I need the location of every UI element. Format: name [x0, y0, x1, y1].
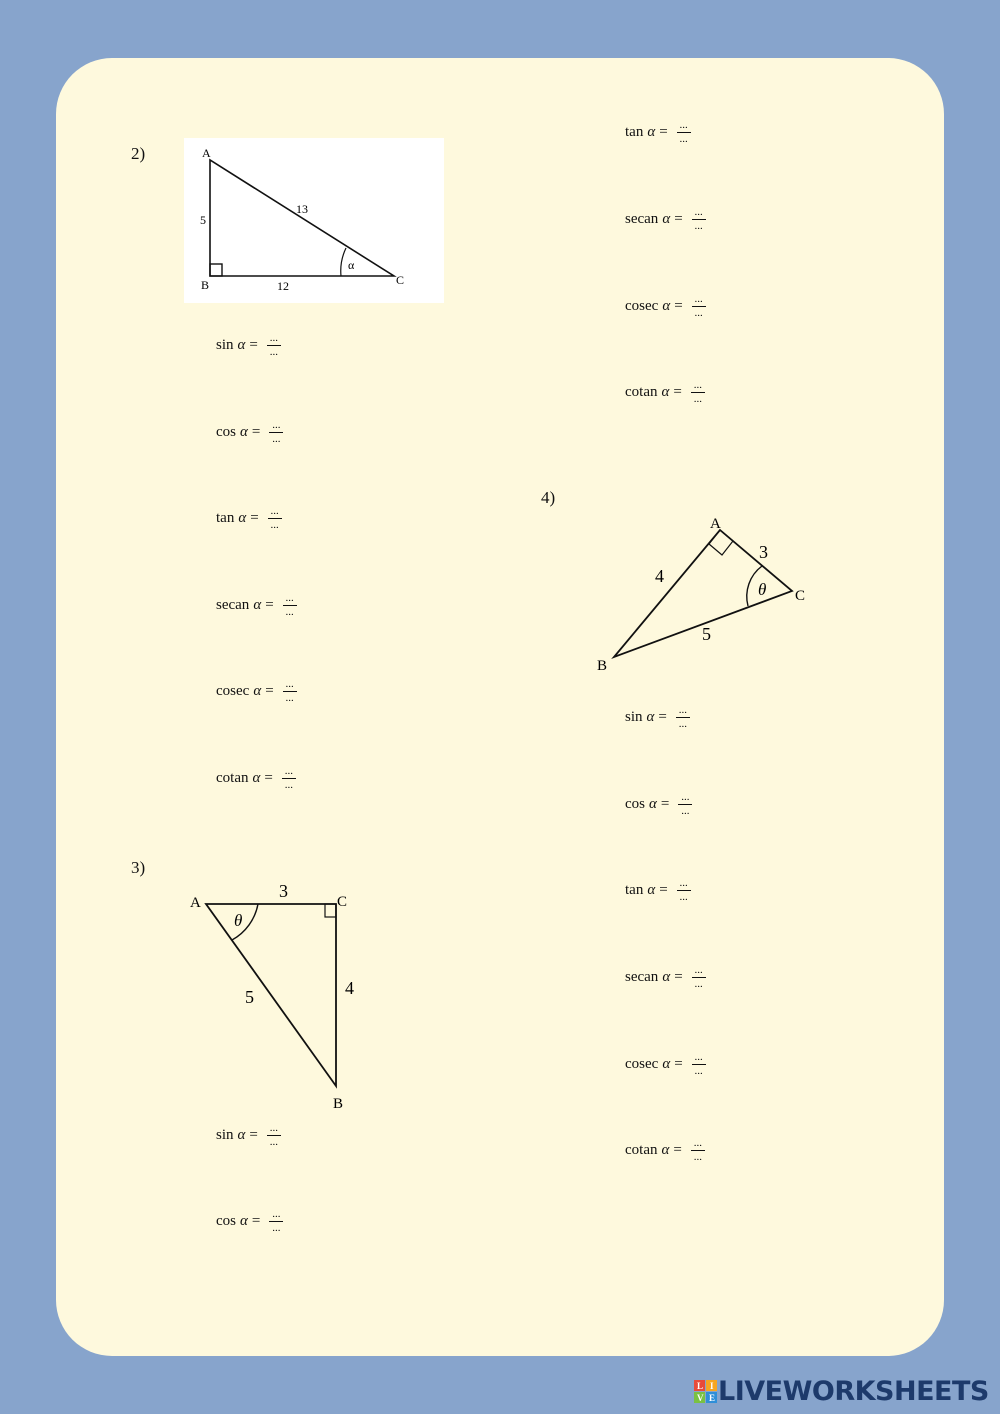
- variable: α: [649, 795, 657, 812]
- numerator-input[interactable]: [265, 333, 283, 344]
- variable: α: [237, 1126, 246, 1143]
- variable: α: [662, 297, 671, 314]
- fraction-bar: [692, 219, 706, 220]
- equals-sign: =: [674, 968, 683, 985]
- numerator-input[interactable]: [674, 705, 692, 716]
- svg-text:I: I: [710, 1380, 714, 1391]
- variable: α: [240, 423, 248, 440]
- function-name: secan: [216, 596, 250, 613]
- function-name: cos: [216, 1212, 236, 1229]
- denominator-input[interactable]: [689, 394, 707, 405]
- cos-row-p3: [216, 1204, 285, 1238]
- denominator-input[interactable]: [690, 979, 708, 990]
- fraction-bar: [282, 778, 296, 779]
- equals-sign: =: [249, 336, 258, 353]
- fraction-bar: [676, 717, 690, 718]
- denominator-input[interactable]: [675, 892, 693, 903]
- denominator-input[interactable]: [689, 1152, 707, 1163]
- answer-fraction: [674, 705, 692, 730]
- equals-sign: =: [659, 123, 668, 140]
- fraction-bar: [678, 804, 692, 805]
- denominator-input[interactable]: [674, 719, 692, 730]
- variable: α: [238, 509, 247, 526]
- fraction-bar: [283, 691, 297, 692]
- numerator-input[interactable]: [280, 766, 298, 777]
- fraction-bar: [692, 977, 706, 978]
- triangle-figure-3: [184, 876, 374, 1116]
- figure-background: [184, 138, 444, 303]
- fraction-bar: [692, 1064, 706, 1065]
- denominator-input[interactable]: [690, 308, 708, 319]
- cos-row-p2: [216, 415, 285, 449]
- function-name: secan: [625, 210, 659, 227]
- sin-row-p3: [216, 1118, 283, 1152]
- cosec-row-p3: [625, 289, 708, 323]
- variable: α: [662, 968, 671, 985]
- numerator-input[interactable]: [689, 1138, 707, 1149]
- triangle-3: [206, 904, 336, 1086]
- vertex-b-label: B: [597, 658, 608, 674]
- numerator-input[interactable]: [267, 420, 285, 431]
- numerator-input[interactable]: [689, 380, 707, 391]
- side-ac-label: 13: [296, 202, 308, 216]
- answer-fraction: [267, 1209, 285, 1234]
- numerator-input[interactable]: [675, 878, 693, 889]
- variable: α: [646, 708, 655, 725]
- variable: α: [661, 383, 670, 400]
- numerator-input[interactable]: [690, 965, 708, 976]
- equals-sign: =: [251, 1212, 261, 1229]
- cosec-row-p4: [625, 1047, 708, 1081]
- function-name: cotan: [216, 769, 249, 786]
- side-ab-label: 4: [655, 566, 664, 586]
- side-bc-label: 5: [702, 624, 711, 644]
- variable: α: [252, 769, 261, 786]
- answer-fraction: [265, 1123, 283, 1148]
- function-name: cos: [216, 423, 236, 440]
- numerator-input[interactable]: [690, 294, 708, 305]
- answer-fraction: [675, 878, 693, 903]
- side-cb-label: 4: [345, 978, 354, 998]
- equals-sign: =: [673, 1141, 682, 1158]
- variable: α: [253, 596, 262, 613]
- vertex-a-label: A: [202, 146, 211, 160]
- fraction-bar: [283, 605, 297, 606]
- denominator-input[interactable]: [676, 806, 694, 817]
- equals-sign: =: [264, 769, 273, 786]
- sin-row-p4: [625, 700, 692, 734]
- right-angle-marker: [709, 530, 733, 555]
- variable: α: [661, 1141, 670, 1158]
- variable: α: [662, 210, 671, 227]
- logo-text: LIVEWORKSHEETS: [718, 1376, 989, 1407]
- variable: α: [647, 123, 656, 140]
- equals-sign: =: [249, 1126, 258, 1143]
- function-name: sin: [216, 1126, 234, 1143]
- answer-fraction: [689, 380, 707, 405]
- cotan-row-p3: [625, 375, 707, 409]
- tan-row-p3: [625, 115, 693, 149]
- vertex-b-label: B: [201, 278, 210, 292]
- denominator-input[interactable]: [266, 520, 284, 531]
- problem-number-4: 4): [541, 488, 556, 507]
- equals-sign: =: [674, 1055, 683, 1072]
- function-name: cotan: [625, 383, 658, 400]
- problem-number-3: 3): [131, 858, 146, 877]
- numerator-input[interactable]: [675, 120, 693, 131]
- answer-fraction: [265, 333, 283, 358]
- denominator-input[interactable]: [280, 780, 298, 791]
- numerator-input[interactable]: [281, 679, 299, 690]
- function-name: cosec: [216, 682, 250, 699]
- triangle-figure-4: [590, 506, 820, 676]
- right-angle-marker: [325, 904, 336, 917]
- fraction-bar: [691, 392, 705, 393]
- answer-fraction: [690, 965, 708, 990]
- denominator-input[interactable]: [690, 221, 708, 232]
- tan-row-p2: [216, 501, 284, 535]
- variable: α: [647, 881, 656, 898]
- side-ab-label: 5: [200, 213, 206, 227]
- function-name: tan: [625, 123, 644, 140]
- cos-row-p4: [625, 787, 694, 821]
- equals-sign: =: [674, 210, 683, 227]
- problem-number-2: 2): [131, 144, 146, 163]
- denominator-input[interactable]: [267, 1223, 285, 1234]
- secan-row-p4: [625, 960, 708, 994]
- fraction-bar: [691, 1150, 705, 1151]
- equals-sign: =: [250, 509, 259, 526]
- secan-row-p2: [216, 588, 299, 622]
- function-name: sin: [216, 336, 234, 353]
- fraction-bar: [269, 432, 283, 433]
- denominator-input[interactable]: [281, 607, 299, 618]
- numerator-input[interactable]: [281, 593, 299, 604]
- denominator-input[interactable]: [267, 434, 285, 445]
- fraction-bar: [268, 518, 282, 519]
- side-bc-label: 12: [277, 279, 289, 293]
- function-name: cosec: [625, 297, 659, 314]
- denominator-input[interactable]: [265, 347, 283, 358]
- vertex-b-label: B: [333, 1096, 344, 1112]
- numerator-input[interactable]: [690, 1052, 708, 1063]
- side-ac-label: 3: [279, 881, 288, 901]
- answer-fraction: [675, 120, 693, 145]
- equals-sign: =: [674, 297, 683, 314]
- fraction-bar: [269, 1221, 283, 1222]
- function-name: sin: [625, 708, 643, 725]
- angle-label: θ: [758, 580, 767, 599]
- equals-sign: =: [265, 596, 274, 613]
- equals-sign: =: [251, 423, 261, 440]
- answer-fraction: [266, 506, 284, 531]
- denominator-input[interactable]: [690, 1066, 708, 1077]
- variable: α: [253, 682, 262, 699]
- vertex-a-label: A: [190, 895, 201, 911]
- answer-fraction: [690, 294, 708, 319]
- answer-fraction: [280, 766, 298, 791]
- answer-fraction: [267, 420, 285, 445]
- variable: α: [237, 336, 246, 353]
- side-ab-label: 5: [245, 987, 254, 1007]
- logo-blocks-icon: [694, 1379, 718, 1405]
- answer-fraction: [689, 1138, 707, 1163]
- variable: α: [662, 1055, 671, 1072]
- function-name: tan: [216, 509, 235, 526]
- equals-sign: =: [658, 708, 667, 725]
- cotan-row-p4: [625, 1133, 707, 1167]
- angle-label: α: [348, 258, 355, 272]
- equals-sign: =: [660, 795, 670, 812]
- svg-text:L: L: [697, 1380, 704, 1391]
- vertex-c-label: C: [396, 273, 405, 287]
- answer-fraction: [281, 679, 299, 704]
- sin-row-p2: [216, 328, 283, 362]
- fraction-bar: [267, 1135, 281, 1136]
- numerator-input[interactable]: [690, 207, 708, 218]
- angle-label: θ: [234, 911, 243, 930]
- denominator-input[interactable]: [675, 134, 693, 145]
- side-ac-label: 3: [759, 542, 768, 562]
- cotan-row-p2: [216, 761, 298, 795]
- vertex-a-label: A: [710, 516, 721, 532]
- svg-text:V: V: [697, 1392, 704, 1403]
- function-name: cotan: [625, 1141, 658, 1158]
- vertex-c-label: C: [337, 894, 348, 910]
- denominator-input[interactable]: [281, 693, 299, 704]
- numerator-input[interactable]: [676, 792, 694, 803]
- equals-sign: =: [659, 881, 668, 898]
- fraction-bar: [267, 345, 281, 346]
- variable: α: [240, 1212, 248, 1229]
- function-name: tan: [625, 881, 644, 898]
- answer-fraction: [676, 792, 694, 817]
- equals-sign: =: [265, 682, 274, 699]
- answer-fraction: [690, 1052, 708, 1077]
- fraction-bar: [677, 132, 691, 133]
- numerator-input[interactable]: [265, 1123, 283, 1134]
- equals-sign: =: [673, 383, 682, 400]
- svg-text:E: E: [709, 1392, 716, 1403]
- vertex-c-label: C: [795, 588, 806, 604]
- cosec-row-p2: [216, 674, 299, 708]
- fraction-bar: [677, 890, 691, 891]
- function-name: secan: [625, 968, 659, 985]
- answer-fraction: [281, 593, 299, 618]
- function-name: cos: [625, 795, 645, 812]
- liveworksheets-logo: [694, 1376, 989, 1407]
- numerator-input[interactable]: [267, 1209, 285, 1220]
- numerator-input[interactable]: [266, 506, 284, 517]
- answer-fraction: [690, 207, 708, 232]
- tan-row-p4: [625, 873, 693, 907]
- denominator-input[interactable]: [265, 1137, 283, 1148]
- triangle-figure-2: [184, 138, 444, 303]
- secan-row-p3: [625, 202, 708, 236]
- function-name: cosec: [625, 1055, 659, 1072]
- fraction-bar: [692, 306, 706, 307]
